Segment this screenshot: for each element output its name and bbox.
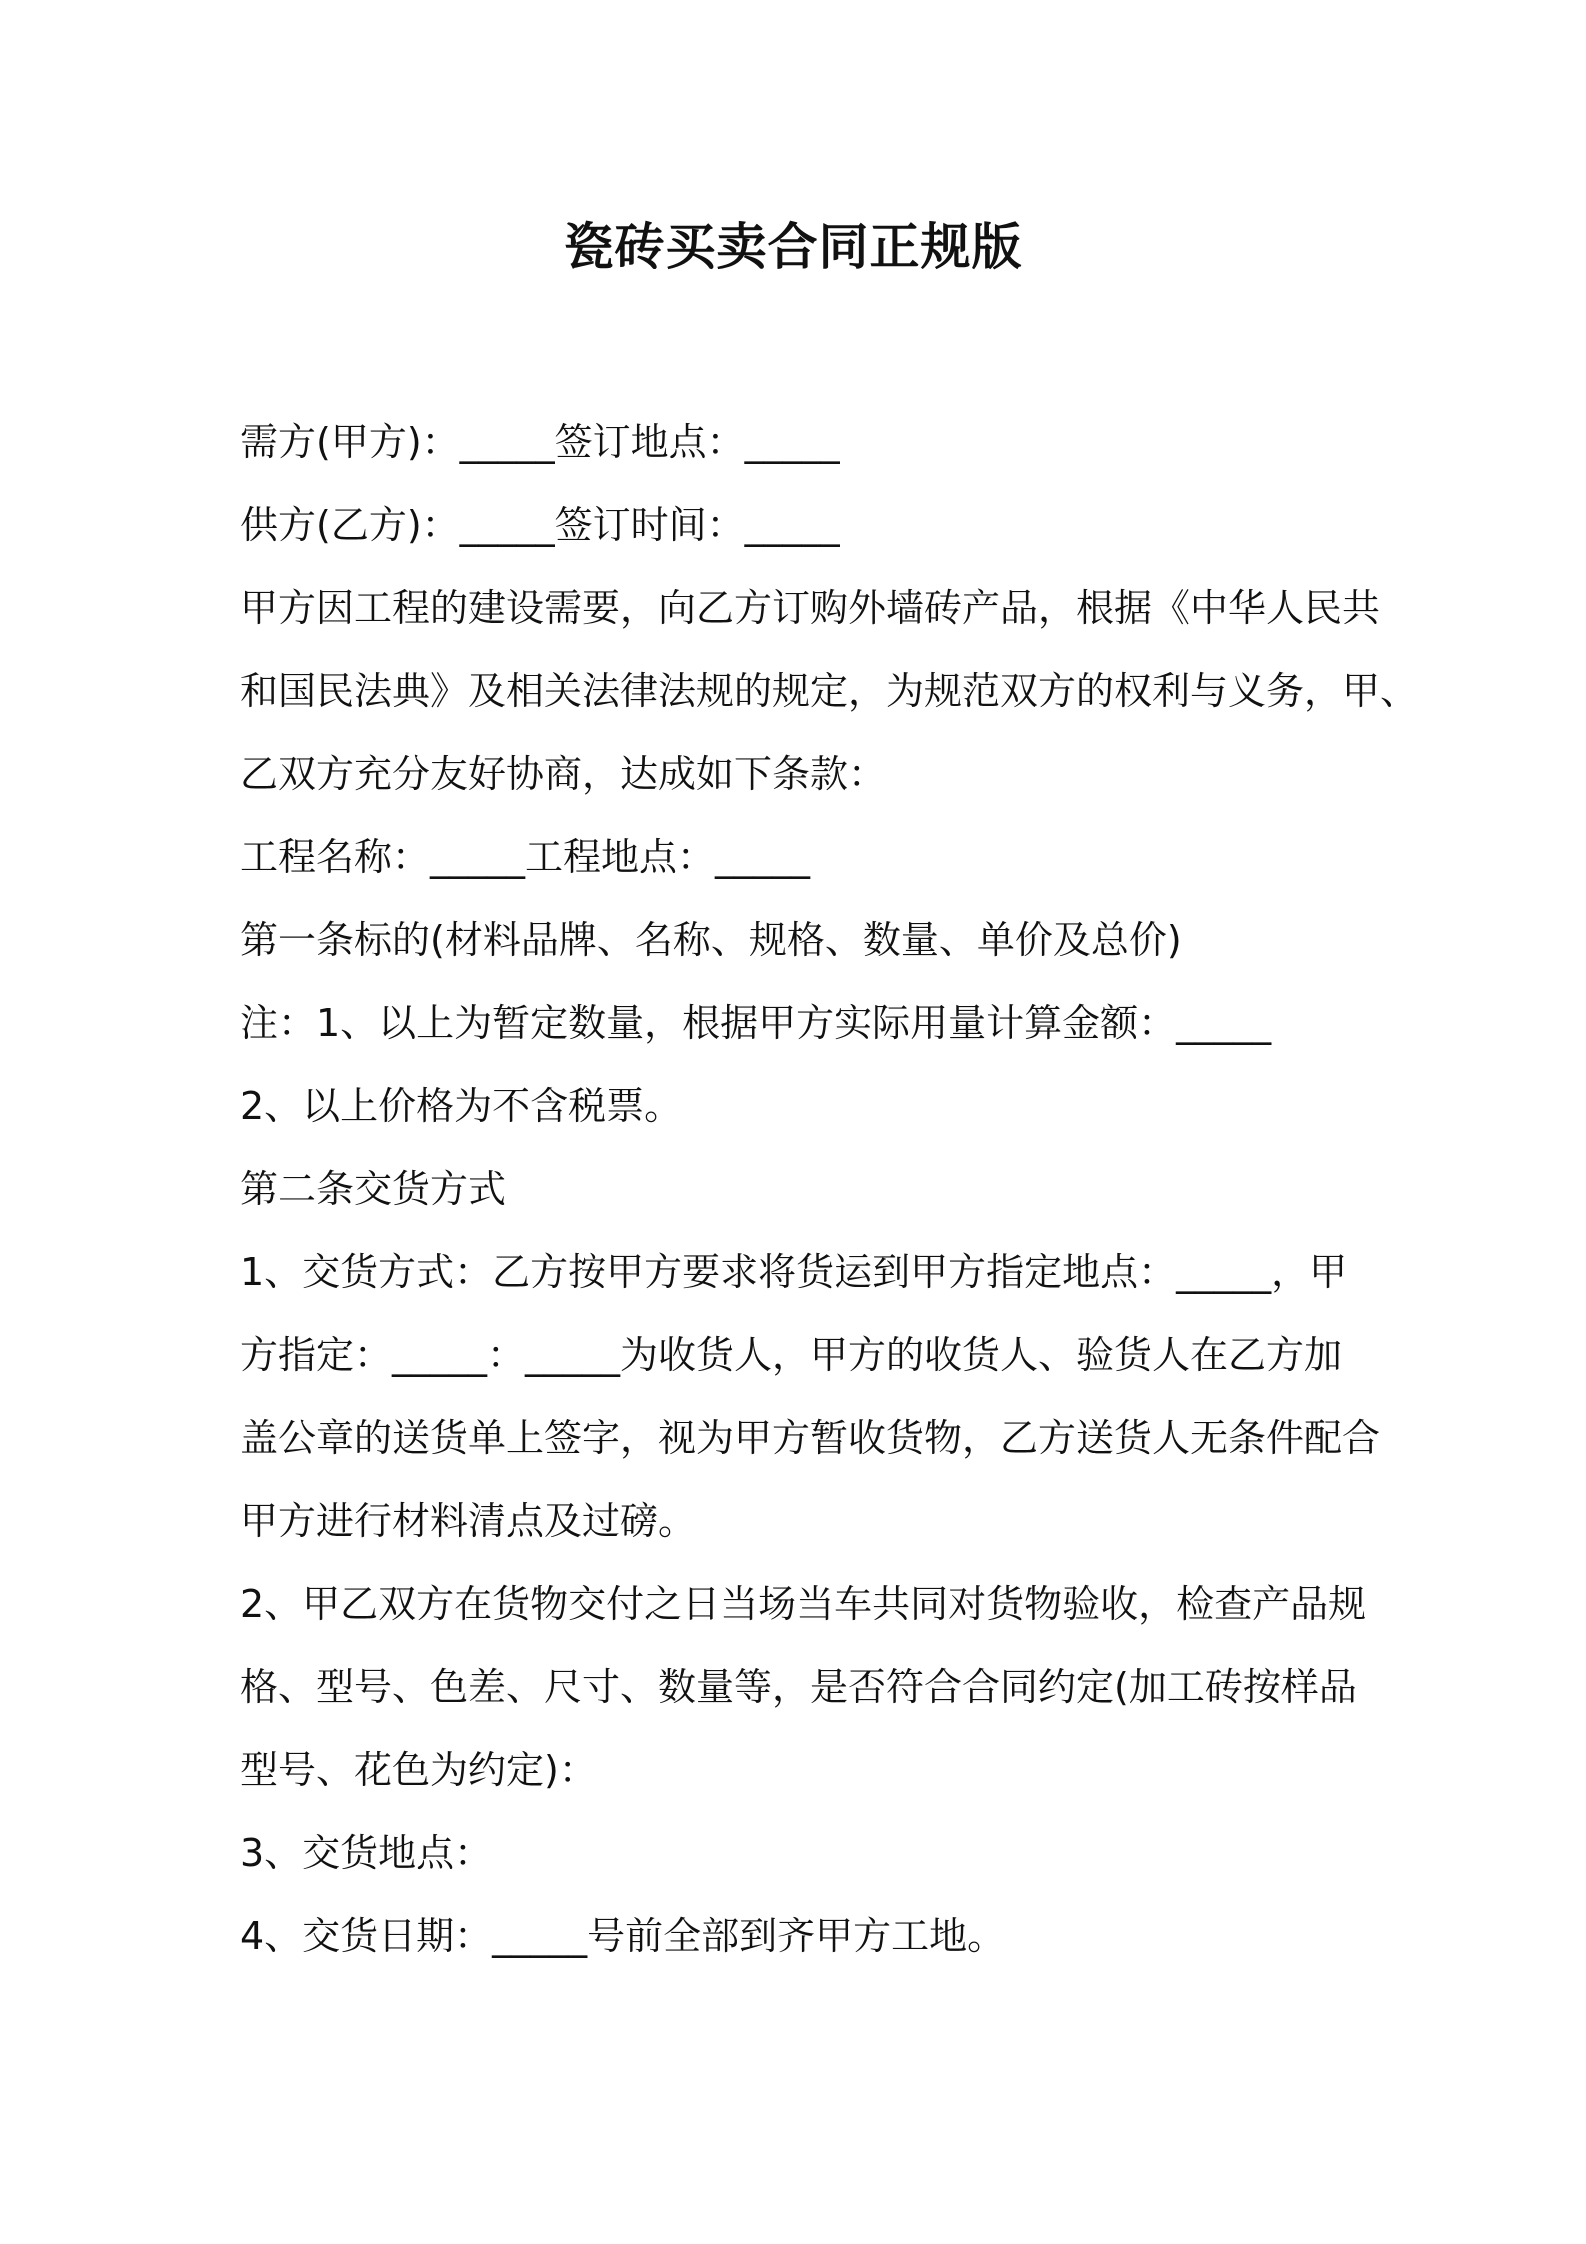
line-project-info: 工程名称：_____工程地点：_____ — [240, 835, 811, 879]
line-inspection-1: 2、甲乙双方在货物交付之日当场当车共同对货物验收，检查产品规 — [240, 1582, 1367, 1626]
line-seller-party: 供方(乙方)：_____签订时间：_____ — [240, 503, 840, 547]
line-preamble-3: 乙双方充分友好协商，达成如下条款： — [240, 752, 887, 796]
line-delivery-method-3: 盖公章的送货单上签字，视为甲方暂收货物，乙方送货人无条件配合 — [240, 1416, 1381, 1460]
line-inspection-2: 格、型号、色差、尺寸、数量等，是否符合合同约定(加工砖按样品 — [240, 1665, 1357, 1709]
document-title: 瓷砖买卖合同正规版 — [563, 218, 1023, 276]
line-buyer-party: 需方(甲方)：_____签订地点：_____ — [240, 420, 840, 464]
line-delivery-location: 3、交货地点： — [240, 1831, 493, 1875]
line-preamble-2: 和国民法典》及相关法律法规的规定，为规范双方的权利与义务，甲、 — [240, 669, 1419, 713]
line-article-1-heading: 第一条标的(材料品牌、名称、规格、数量、单价及总价) — [240, 918, 1182, 962]
contract-body — [240, 401, 1419, 1978]
line-note-1: 注：1、以上为暂定数量，根据甲方实际用量计算金额：_____ — [240, 1001, 1272, 1045]
line-article-2-heading: 第二条交货方式 — [240, 1167, 507, 1211]
line-preamble-1: 甲方因工程的建设需要，向乙方订购外墙砖产品，根据《中华人民共 — [240, 586, 1381, 630]
line-inspection-3: 型号、花色为约定)： — [240, 1748, 597, 1792]
line-delivery-method-2: 方指定：_____：_____为收货人，甲方的收货人、验货人在乙方加 — [240, 1333, 1343, 1377]
line-note-2: 2、以上价格为不含税票。 — [240, 1084, 683, 1128]
line-delivery-date: 4、交货日期：_____号前全部到齐甲方工地。 — [240, 1914, 1006, 1958]
line-delivery-method-4: 甲方进行材料清点及过磅。 — [240, 1499, 697, 1543]
line-delivery-method-1: 1、交货方式：乙方按甲方要求将货运到甲方指定地点：_____，甲 — [240, 1250, 1348, 1294]
